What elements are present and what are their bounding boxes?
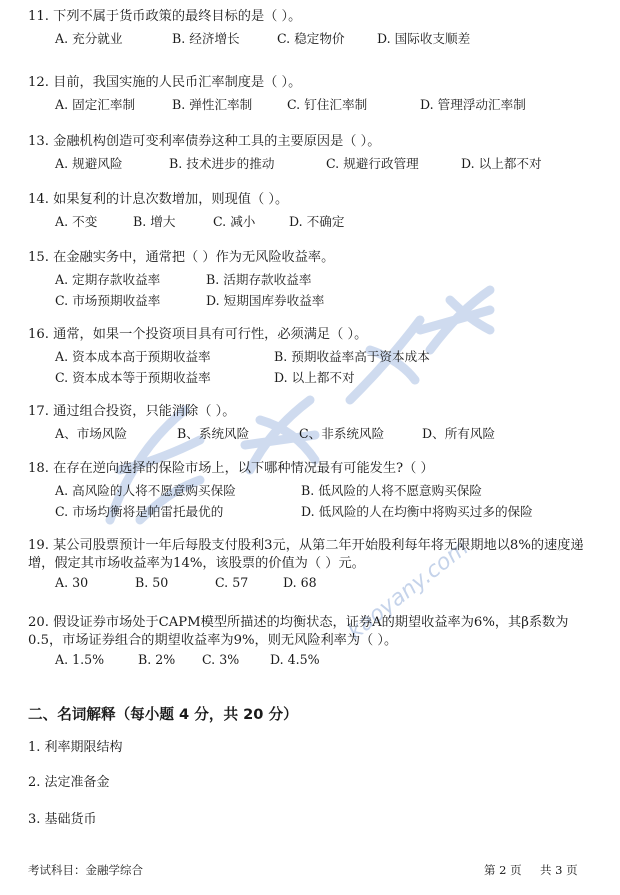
footer-total: 共 3 页	[540, 863, 578, 877]
option-c: C. 资本成本等于预期收益率	[55, 370, 211, 385]
option-b: B、系统风险	[177, 426, 250, 441]
option-b: B. 50	[135, 575, 169, 590]
question-stem: 20. 假设证券市场处于CAPM模型所描述的均衡状态，证券A的期望收益率为6%，其β系数为0.5，市场证券组合的期望收益率为9%，则无风险利率为（ ）。	[28, 615, 569, 648]
option-c: C. 钉住汇率制	[287, 97, 368, 112]
question-stem: 14. 如果复利的计息次数增加，则现值（ ）。	[28, 192, 289, 207]
options-row	[55, 92, 598, 113]
question-19	[28, 537, 598, 594]
question-18	[28, 460, 598, 520]
option-c: C. 市场均衡将是帕雷托最优的	[55, 504, 224, 519]
option-d: D、所有风险	[422, 426, 496, 441]
question-12	[28, 74, 598, 113]
question-stem: 16. 通常，如果一个投资项目具有可行性，必须满足（ ）。	[28, 327, 368, 342]
option-d: D. 低风险的人在均衡中将购买过多的保险	[301, 504, 533, 519]
option-d: D. 68	[283, 575, 317, 590]
option-d: D. 以上都不对	[461, 156, 542, 171]
options-row	[55, 267, 598, 288]
options-row	[55, 151, 598, 172]
option-a: A. 定期存款收益率	[55, 272, 161, 287]
option-a: A. 充分就业	[55, 31, 123, 46]
option-b: B. 增大	[133, 214, 176, 229]
watermark-url: kaoyany.com	[343, 535, 474, 645]
options-row	[55, 26, 598, 47]
options-row	[55, 209, 598, 230]
option-b: B. 活期存款收益率	[206, 272, 312, 287]
options-row	[55, 344, 598, 365]
term-item: 3. 基础货币	[28, 812, 97, 827]
question-15	[28, 249, 598, 309]
option-d: D. 不确定	[289, 214, 345, 229]
term-item: 1. 利率期限结构	[28, 740, 123, 755]
option-a: A. 高风险的人将不愿意购买保险	[55, 483, 236, 498]
section-title: 二、名词解释（每小题 4 分，共 20 分）	[28, 706, 298, 723]
question-stem: 17. 通过组合投资，只能消除（ ）。	[28, 404, 236, 419]
option-a: A、市场风险	[55, 426, 128, 441]
term-item: 2. 法定准备金	[28, 775, 110, 790]
options-row	[55, 478, 598, 499]
option-d: D. 管理浮动汇率制	[420, 97, 526, 112]
question-13	[28, 133, 598, 172]
option-c: C. 减小	[213, 214, 256, 229]
option-d: D. 国际收支顺差	[377, 31, 471, 46]
question-16	[28, 326, 598, 386]
option-a: A. 规避风险	[55, 156, 123, 171]
option-b: B. 低风险的人将不愿意购买保险	[301, 483, 482, 498]
option-c: C. 3%	[202, 652, 240, 667]
option-b: B. 预期收益率高于资本成本	[274, 349, 430, 364]
question-stem: 15. 在金融实务中，通常把（ ）作为无风险收益率。	[28, 250, 335, 265]
option-d: D. 4.5%	[270, 652, 320, 667]
footer-subject: 考试科目：金融学综合	[28, 863, 143, 877]
option-a: A. 不变	[55, 214, 98, 229]
option-b: B. 2%	[138, 652, 176, 667]
options-row	[55, 288, 598, 309]
options-row	[55, 365, 598, 386]
option-b: B. 弹性汇率制	[172, 97, 253, 112]
option-b: B. 经济增长	[172, 31, 240, 46]
options-row	[55, 421, 598, 442]
option-a: A. 资本成本高于预期收益率	[55, 349, 211, 364]
options-row	[55, 499, 598, 520]
question-20	[28, 614, 598, 671]
option-a: A. 固定汇率制	[55, 97, 136, 112]
option-c: C. 规避行政管理	[326, 156, 419, 171]
option-a: A. 30	[55, 575, 89, 590]
question-stem: 11. 下列不属于货币政策的最终目标的是（ ）。	[28, 9, 302, 24]
question-stem: 12. 目前，我国实施的人民币汇率制度是（ ）。	[28, 75, 302, 90]
option-c: C、非系统风险	[299, 426, 385, 441]
question-stem: 19. 某公司股票预计一年后每股支付股利3元，从第二年开始股利每年将无限期地以8%的速度递增，假定其市场收益率为14%，该股票的价值为（ ）元。	[28, 538, 584, 571]
option-d: D. 短期国库券收益率	[206, 293, 325, 308]
option-c: C. 市场预期收益率	[55, 293, 161, 308]
option-b: B. 技术进步的推动	[169, 156, 275, 171]
option-d: D. 以上都不对	[274, 370, 355, 385]
question-17	[28, 403, 598, 442]
question-14	[28, 191, 598, 230]
question-stem: 13. 金融机构创造可变利率债券这种工具的主要原因是（ ）。	[28, 134, 381, 149]
question-stem: 18. 在存在逆向选择的保险市场上，以下哪种情况最有可能发生?（ ）	[28, 461, 434, 476]
options-row	[55, 573, 598, 594]
options-row	[55, 650, 598, 671]
option-c: C. 57	[215, 575, 249, 590]
option-a: A. 1.5%	[55, 652, 105, 667]
footer-page: 第 2 页	[484, 863, 522, 877]
option-c: C. 稳定物价	[277, 31, 345, 46]
question-11	[28, 8, 598, 47]
